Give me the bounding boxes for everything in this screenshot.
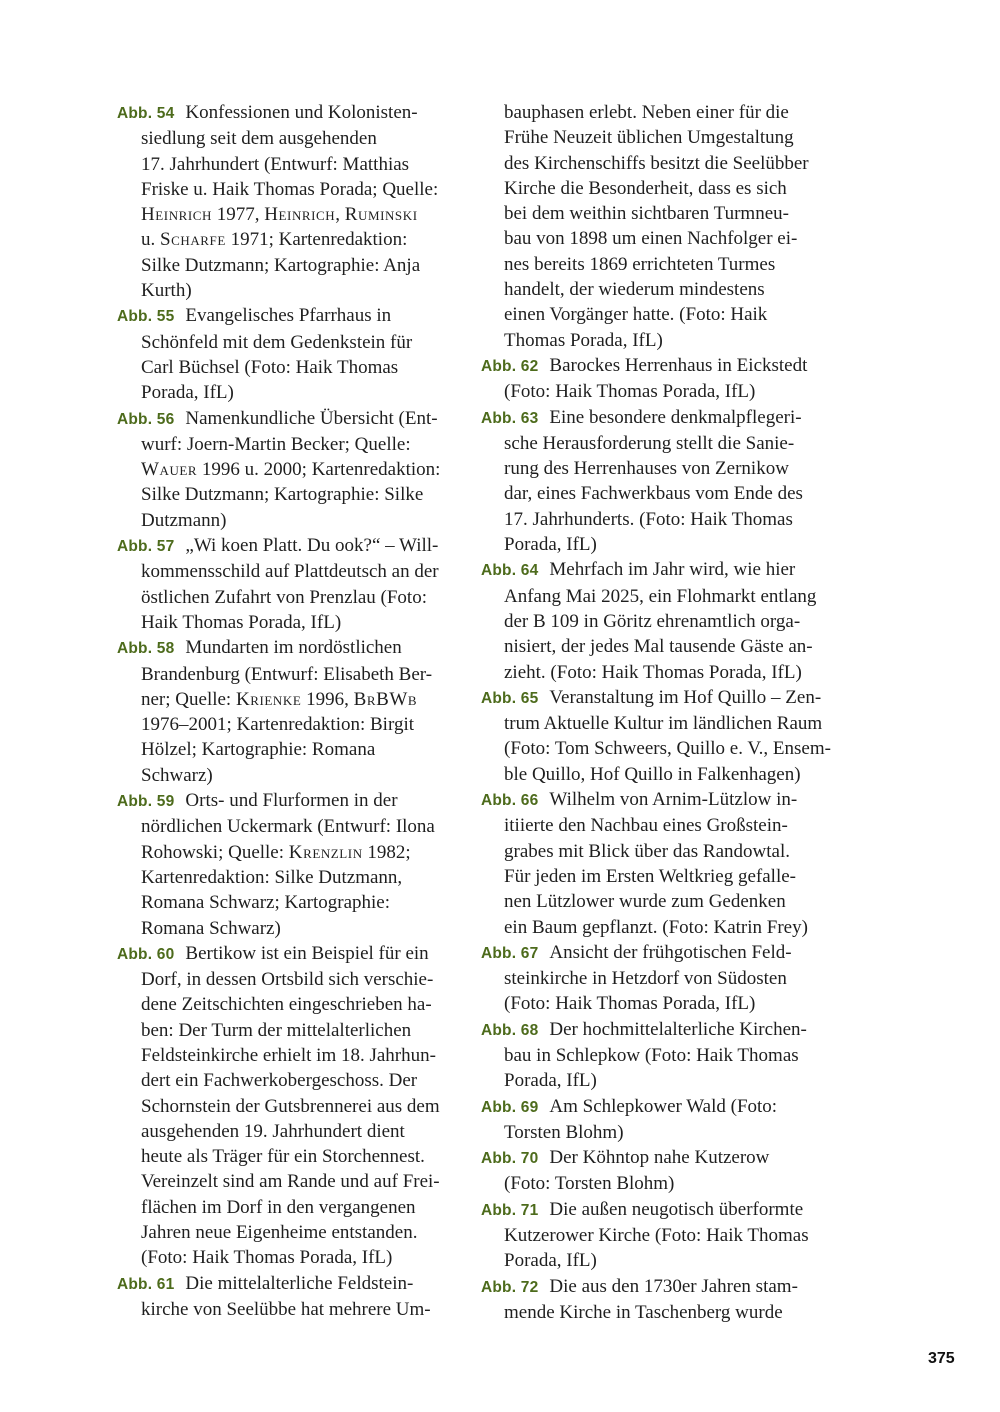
caption-line: bei dem weithin sichtbaren Turmneu- bbox=[504, 203, 789, 225]
caption-line: Rohowski; Quelle: Krenzlin 1982; bbox=[141, 841, 411, 863]
caption-line: Schornstein der Gutsbrennerei aus dem bbox=[141, 1095, 440, 1117]
figure-label: Abb. 70 bbox=[481, 1150, 539, 1168]
caption-line: Abb. 68 Der hochmittelalterliche Kirchen- bbox=[481, 1018, 807, 1040]
figure-label: Abb. 64 bbox=[481, 562, 539, 580]
caption-line: der B 109 in Göritz ehrenamtlich orga- bbox=[504, 610, 801, 632]
figure-label: Abb. 68 bbox=[481, 1021, 539, 1039]
caption-line: Romana Schwarz) bbox=[141, 917, 281, 939]
caption-line: Abb. 71 Die außen neugotisch überformte bbox=[481, 1198, 804, 1220]
small-caps-reference: Krienke bbox=[235, 688, 302, 710]
small-caps-reference: Scharfe bbox=[160, 229, 226, 251]
caption-entry bbox=[481, 405, 867, 558]
caption-line: Vereinzelt sind am Rande und auf Frei- bbox=[141, 1171, 440, 1193]
caption-line: Abb. 60 Bertikow ist ein Beispiel für ein bbox=[117, 942, 429, 964]
caption-line: Romana Schwarz; Kartographie: bbox=[141, 892, 391, 914]
caption-entry bbox=[481, 1274, 867, 1326]
caption-entry bbox=[481, 940, 867, 1017]
caption-line: ausgehenden 19. Jahrhundert dient bbox=[141, 1120, 405, 1142]
caption-line: Kutzerower Kirche (Foto: Haik Thomas bbox=[504, 1225, 809, 1247]
caption-line: östlichen Zufahrt von Prenzlau (Foto: bbox=[141, 586, 427, 608]
caption-line: Schönfeld mit dem Gedenkstein für bbox=[141, 331, 413, 353]
caption-line: Carl Büchsel (Foto: Haik Thomas bbox=[141, 356, 399, 378]
caption-line: mende Kirche in Taschenberg wurde bbox=[504, 1301, 783, 1323]
caption-line: siedlung seit dem ausgehenden bbox=[141, 128, 377, 150]
figure-label: Abb. 66 bbox=[481, 792, 539, 810]
caption-line: trum Aktuelle Kultur im ländlichen Raum bbox=[504, 713, 823, 735]
figure-label: Abb. 54 bbox=[117, 105, 175, 122]
caption-line: Dutzmann) bbox=[141, 509, 227, 531]
caption-line: Kurth) bbox=[141, 280, 192, 302]
caption-entry bbox=[481, 787, 867, 940]
caption-line: kirche von Seelübbe hat mehrere Um- bbox=[141, 1298, 431, 1320]
caption-entry bbox=[481, 1197, 867, 1274]
figure-label: Abb. 56 bbox=[117, 410, 175, 428]
caption-line: Porada, IfL) bbox=[504, 534, 597, 556]
caption-line: rung des Herrenhauses von Zernikow bbox=[504, 458, 789, 480]
caption-line: Frühe Neuzeit üblichen Umgestaltung bbox=[504, 127, 794, 149]
caption-entry bbox=[117, 1271, 467, 1323]
caption-line: Silke Dutzmann; Kartographie: Silke bbox=[141, 484, 424, 506]
caption-line: Abb. 56 Namenkundliche Übersicht (Ent- bbox=[117, 407, 438, 429]
caption-continuation bbox=[481, 100, 867, 353]
caption-line: ner; Quelle: Krienke 1996, BrBWb bbox=[141, 688, 418, 710]
caption-line: Thomas Porada, IfL) bbox=[504, 329, 663, 351]
small-caps-reference: Heinrich bbox=[141, 204, 212, 226]
small-caps-reference: Heinrich bbox=[264, 204, 336, 226]
caption-line: Haik Thomas Porada, IfL) bbox=[141, 611, 342, 633]
caption-line: Abb. 72 Die aus den 1730er Jahren stam- bbox=[481, 1275, 798, 1297]
caption-line: Kartenredaktion: Silke Dutzmann, bbox=[141, 866, 403, 888]
caption-line: Heinrich 1977, Heinrich, Ruminski bbox=[141, 204, 418, 226]
small-caps-reference: BrBWb bbox=[353, 688, 418, 710]
caption-entry bbox=[117, 533, 467, 635]
figure-list-right-column bbox=[481, 100, 867, 1325]
caption-line: dert ein Fachwerkobergeschoss. Der bbox=[141, 1070, 418, 1092]
caption-line: Dorf, in dessen Ortsbild sich verschie- bbox=[141, 969, 434, 991]
caption-line: u. Scharfe 1971; Kartenredaktion: bbox=[141, 229, 408, 251]
caption-line: Feldsteinkirche erhielt im 18. Jahrhun- bbox=[141, 1044, 436, 1066]
caption-line: Abb. 64 Mehrfach im Jahr wird, wie hier bbox=[481, 559, 796, 581]
small-caps-reference: Ruminski bbox=[344, 204, 418, 226]
figure-label: Abb. 59 bbox=[117, 793, 175, 811]
caption-line: nen Lützlower wurde zum Gedenken bbox=[504, 891, 786, 913]
caption-line: dene Zeitschichten eingeschrieben ha- bbox=[141, 994, 432, 1016]
caption-line: Abb. 55 Evangelisches Pfarrhaus in bbox=[117, 305, 392, 327]
caption-line: (Foto: Tom Schweers, Quillo e. V., Ensem- bbox=[504, 738, 831, 760]
figure-label: Abb. 55 bbox=[117, 308, 175, 326]
caption-line: Torsten Blohm) bbox=[504, 1121, 624, 1143]
caption-line: handelt, der wiederum mindestens bbox=[504, 279, 765, 301]
caption-entry bbox=[481, 685, 867, 787]
caption-line: kommensschild auf Plattdeutsch an der bbox=[141, 561, 439, 583]
caption-entry bbox=[481, 1145, 867, 1197]
caption-line: Abb. 58 Mundarten im nordöstlichen bbox=[117, 637, 402, 659]
page-number: 375 bbox=[928, 1350, 955, 1367]
caption-entry bbox=[481, 557, 867, 684]
caption-entry bbox=[117, 406, 467, 533]
caption-entry bbox=[481, 1017, 867, 1094]
caption-line: ble Quillo, Hof Quillo in Falkenhagen) bbox=[504, 763, 801, 785]
caption-line: wurf: Joern-Martin Becker; Quelle: bbox=[141, 433, 411, 455]
caption-line: 1976–2001; Kartenredaktion: Birgit bbox=[141, 714, 414, 736]
figure-label: Abb. 63 bbox=[481, 409, 539, 427]
caption-line: Abb. 61 Die mittelalterliche Feldstein- bbox=[117, 1272, 414, 1294]
caption-line: einen Vorgänger hatte. (Foto: Haik bbox=[504, 304, 768, 326]
caption-line: ein Baum gepflanzt. (Foto: Katrin Frey) bbox=[504, 916, 808, 938]
caption-line: nes bereits 1869 errichteten Turmes bbox=[504, 253, 776, 275]
caption-line: Wauer 1996 u. 2000; Kartenredaktion: bbox=[141, 459, 441, 481]
caption-line: Abb. 63 Eine besondere denkmalpflegeri- bbox=[481, 406, 802, 428]
caption-line: (Foto: Haik Thomas Porada, IfL) bbox=[141, 1247, 393, 1269]
caption-line: Kirche die Besonderheit, dass es sich bbox=[504, 177, 787, 199]
caption-line: nisiert, der jedes Mal tausende Gäste an- bbox=[504, 636, 813, 658]
caption-entry bbox=[117, 941, 467, 1271]
caption-line: Abb. 67 Ansicht der frühgotischen Feld- bbox=[481, 941, 792, 963]
caption-line: grabes mit Blick über das Randowtal. bbox=[504, 840, 790, 862]
caption-line: dar, eines Fachwerkbaus vom Ende des bbox=[504, 483, 803, 505]
caption-line: Hölzel; Kartographie: Romana bbox=[141, 739, 376, 761]
caption-line: Abb. 66 Wilhelm von Arnim-Lützlow in- bbox=[481, 789, 798, 811]
small-caps-reference: Wauer bbox=[141, 459, 198, 481]
caption-line: bau von 1898 um einen Nachfolger ei- bbox=[504, 228, 798, 250]
caption-line: bau in Schlepkow (Foto: Haik Thomas bbox=[504, 1044, 799, 1066]
caption-line: Abb. 70 Der Köhntop nahe Kutzerow bbox=[481, 1147, 770, 1169]
caption-line: Porada, IfL) bbox=[504, 1070, 597, 1092]
caption-line: Anfang Mai 2025, ein Flohmarkt entlang bbox=[504, 585, 817, 607]
caption-line: Brandenburg (Entwurf: Elisabeth Ber- bbox=[141, 663, 433, 685]
figure-label: Abb. 72 bbox=[481, 1278, 539, 1296]
caption-line: Abb. 57 „Wi koen Platt. Du ook?“ – Will- bbox=[117, 535, 439, 557]
figure-label: Abb. 69 bbox=[481, 1098, 539, 1116]
caption-line: Friske u. Haik Thomas Porada; Quelle: bbox=[141, 178, 439, 200]
caption-line: Porada, IfL) bbox=[504, 1250, 597, 1272]
caption-line: des Kirchenschiffs besitzt die Seelübber bbox=[504, 152, 809, 174]
caption-line: 17. Jahrhundert (Entwurf: Matthias bbox=[141, 153, 410, 175]
caption-line: Abb. 59 Orts- und Flurformen in der bbox=[117, 790, 398, 812]
small-caps-reference: Krenzlin bbox=[288, 841, 363, 863]
caption-line: Silke Dutzmann; Kartographie: Anja bbox=[141, 254, 421, 276]
figure-list-left-column bbox=[117, 100, 467, 1322]
figure-label: Abb. 61 bbox=[117, 1275, 175, 1293]
caption-entry bbox=[481, 1094, 867, 1146]
caption-line: steinkirche in Hetzdorf von Südosten bbox=[504, 968, 787, 990]
caption-line: (Foto: Torsten Blohm) bbox=[504, 1173, 675, 1195]
figure-label: Abb. 71 bbox=[481, 1201, 539, 1219]
caption-line: Abb. 62 Barockes Herrenhaus in Eickstedt bbox=[481, 354, 808, 376]
caption-entry bbox=[117, 635, 467, 788]
caption-line: zieht. (Foto: Haik Thomas Porada, IfL) bbox=[504, 661, 802, 683]
figure-label: Abb. 58 bbox=[117, 640, 175, 658]
caption-line: Schwarz) bbox=[141, 764, 213, 786]
caption-line: ben: Der Turm der mittelalterlichen bbox=[141, 1019, 412, 1041]
caption-entry bbox=[117, 788, 467, 941]
caption-line: Für jeden im Ersten Weltkrieg gefalle- bbox=[504, 865, 796, 887]
caption-line: (Foto: Haik Thomas Porada, IfL) bbox=[504, 993, 756, 1015]
caption-line: sche Herausforderung stellt die Sanie- bbox=[504, 432, 795, 454]
caption-line: 17. Jahrhunderts. (Foto: Haik Thomas bbox=[504, 508, 793, 530]
caption-line: Abb. 54 Konfessionen und Kolonisten- bbox=[117, 102, 418, 123]
caption-entry bbox=[481, 353, 867, 405]
caption-line: (Foto: Haik Thomas Porada, IfL) bbox=[504, 381, 756, 403]
figure-label: Abb. 60 bbox=[117, 945, 175, 963]
caption-line: bauphasen erlebt. Neben einer für die bbox=[504, 102, 789, 123]
caption-line: Porada, IfL) bbox=[141, 382, 234, 404]
figure-label: Abb. 57 bbox=[117, 538, 175, 556]
caption-line: flächen im Dorf in den vergangenen bbox=[141, 1196, 416, 1218]
caption-line: Abb. 69 Am Schlepkower Wald (Foto: bbox=[481, 1095, 778, 1117]
figure-label: Abb. 65 bbox=[481, 689, 539, 707]
caption-line: Abb. 65 Veranstaltung im Hof Quillo – Zen- bbox=[481, 686, 822, 708]
caption-entry bbox=[117, 303, 467, 405]
caption-line: itiierte den Nachbau eines Großstein- bbox=[504, 815, 788, 837]
figure-label: Abb. 62 bbox=[481, 357, 539, 375]
caption-line: heute als Träger für ein Storchennest. bbox=[141, 1146, 425, 1168]
caption-line: Jahren neue Eigenheime entstanden. bbox=[141, 1222, 418, 1244]
caption-entry bbox=[117, 100, 467, 303]
figure-label: Abb. 67 bbox=[481, 944, 539, 962]
caption-line: nördlichen Uckermark (Entwurf: Ilona bbox=[141, 816, 435, 838]
